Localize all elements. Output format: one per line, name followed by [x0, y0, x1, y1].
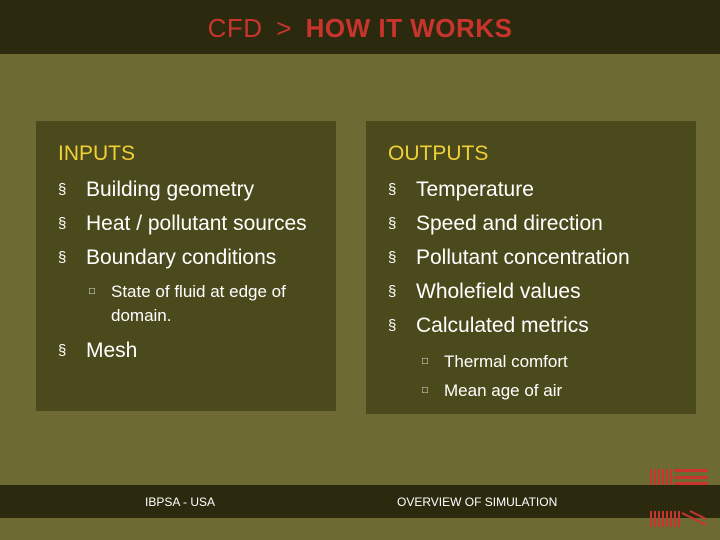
- list-item: § Mesh: [58, 336, 328, 365]
- square-bullet-icon: §: [58, 215, 67, 232]
- square-bullet-icon: §: [388, 283, 397, 300]
- list-item: § Building geometry: [58, 175, 328, 204]
- inputs-list: [58, 175, 328, 365]
- outputs-panel: [366, 121, 696, 414]
- list-item: § Heat / pollutant sources: [58, 209, 328, 238]
- title-main: HOW IT WORKS: [305, 13, 513, 43]
- slide-title: [0, 13, 720, 44]
- square-bullet-icon: §: [388, 317, 397, 334]
- title-prefix: CFD: [207, 13, 263, 43]
- hollow-square-bullet-icon: □: [89, 286, 96, 297]
- square-bullet-icon: §: [58, 181, 67, 198]
- list-item: § Temperature: [388, 175, 688, 204]
- list-item: § Speed and direction: [388, 209, 688, 238]
- sub-list-item: □ State of fluid at edge of domain.: [89, 282, 286, 325]
- sub-list-item: □ Thermal comfort: [422, 350, 688, 374]
- square-bullet-icon: §: [388, 249, 397, 266]
- square-bullet-icon: §: [388, 215, 397, 232]
- inputs-panel: [36, 121, 336, 411]
- ibpsa-logo: [650, 467, 708, 529]
- list-item: § Wholefield values: [388, 277, 688, 306]
- list-item: § Boundary conditions: [58, 243, 328, 272]
- footer-divider: [0, 485, 720, 518]
- square-bullet-icon: §: [58, 249, 67, 266]
- inputs-heading: INPUTS: [58, 142, 136, 165]
- list-item: § Pollutant concentration: [388, 243, 688, 272]
- sub-list-item: □ Mean age of air: [422, 379, 688, 403]
- footer-section-title: OVERVIEW OF SIMULATION: [397, 495, 558, 509]
- square-bullet-icon: §: [58, 342, 67, 359]
- footer-organization: IBPSA - USA: [145, 495, 216, 509]
- list-item: § Calculated metrics: [388, 311, 688, 340]
- outputs-list: [388, 175, 688, 403]
- outputs-heading: OUTPUTS: [388, 142, 489, 165]
- hollow-square-bullet-icon: □: [422, 356, 429, 367]
- hollow-square-bullet-icon: □: [422, 385, 429, 396]
- square-bullet-icon: §: [388, 181, 397, 198]
- title-separator: >: [276, 13, 292, 43]
